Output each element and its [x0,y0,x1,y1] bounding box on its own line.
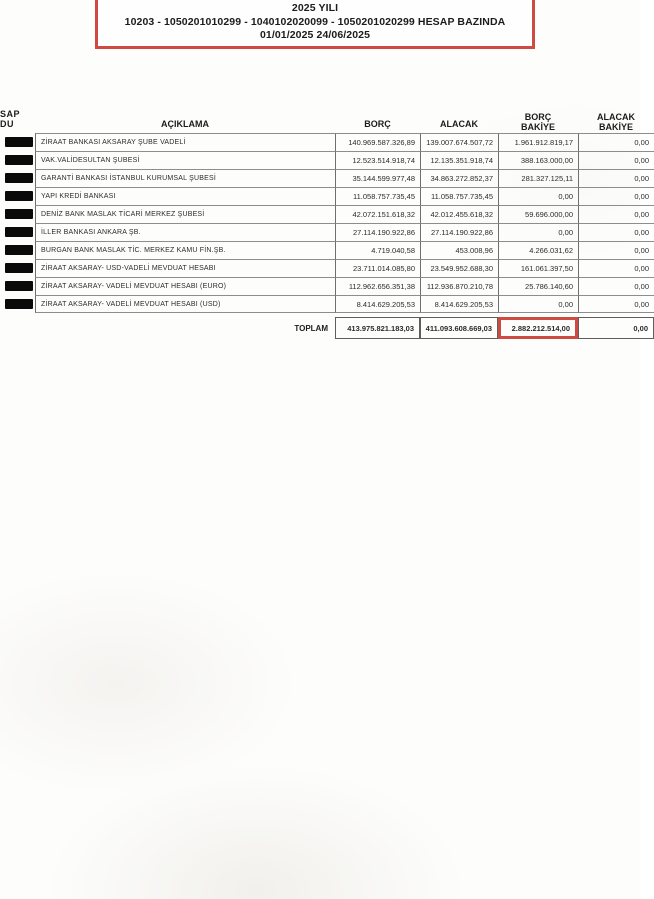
table-row [2,223,654,241]
borc-bakiye-cell: 281.327.125,11 [498,169,578,187]
account-code-cell [2,151,35,169]
account-code-cell [2,133,35,151]
borc-bakiye-cell: 4.266.031,62 [498,241,578,259]
table-row [2,133,654,151]
borc-cell: 23.711.014.085,80 [335,259,420,277]
alacak-bakiye-cell: 0,00 [578,259,654,277]
table-row [2,151,654,169]
accounts-table [2,133,654,340]
table-row [2,277,654,295]
alacak-cell: 112.936.870.210,78 [420,277,498,295]
description-cell: DENİZ BANK MASLAK TİCARİ MERKEZ ŞUBESİ [35,205,335,223]
description-cell: İLLER BANKASI ANKARA ŞB. [35,223,335,241]
table-body [2,133,654,313]
borc-cell: 11.058.757.735,45 [335,187,420,205]
account-code-cell [2,241,35,259]
borc-bakiye-cell: 1.961.912.819,17 [498,133,578,151]
description-cell: GARANTİ BANKASI İSTANBUL KURUMSAL ŞUBESİ [35,169,335,187]
description-cell: ZİRAAT AKSARAY- VADELİ MEVDUAT HESABI (USD) [35,295,335,313]
account-code-cell [2,187,35,205]
account-code-cell [2,169,35,187]
alacak-cell: 453.008,96 [420,241,498,259]
alacak-bakiye-cell: 0,00 [578,277,654,295]
column-header-alacak-bakiye: ALACAK BAKİYE [597,112,635,132]
total-alacak-cell: 411.093.608.669,03 [420,317,498,339]
table-row [2,259,654,277]
alacak-cell: 8.414.629.205,53 [420,295,498,313]
redaction-bar [5,173,33,183]
account-code-cell [2,205,35,223]
report-account-codes: 10203 - 1050201010299 - 1040102020099 - 1050201020299 HESAP BAZINDA [124,15,506,28]
column-header-borc: BORÇ [364,119,391,129]
alacak-cell: 42.012.455.618,32 [420,205,498,223]
description-cell: ZİRAAT AKSARAY- USD-VADELİ MEVDUAT HESABI [35,259,335,277]
alacak-cell: 27.114.190.922,86 [420,223,498,241]
borc-cell: 140.969.587.326,89 [335,133,420,151]
redaction-bar [5,299,33,309]
description-cell: YAPI KREDİ BANKASI [35,187,335,205]
account-code-cell [2,259,35,277]
report-title-box [95,0,535,49]
table-row [2,295,654,313]
borc-cell: 4.719.040,58 [335,241,420,259]
account-code-cell [2,223,35,241]
borc-cell: 42.072.151.618,32 [335,205,420,223]
description-cell: ZİRAAT AKSARAY- VADELİ MEVDUAT HESABI (EURO) [35,277,335,295]
borc-bakiye-cell: 25.786.140,60 [498,277,578,295]
alacak-cell: 11.058.757.735,45 [420,187,498,205]
redaction-bar [5,227,33,237]
borc-bakiye-cell: 0,00 [498,223,578,241]
description-cell: BURGAN BANK MASLAK TİC. MERKEZ KAMU FİN.ŞB. [35,241,335,259]
total-borc-cell: 413.975.821.183,03 [335,317,420,339]
borc-bakiye-cell: 59.696.000,00 [498,205,578,223]
borc-cell: 8.414.629.205,53 [335,295,420,313]
total-row [2,316,654,340]
account-code-cell [2,295,35,313]
borc-bakiye-cell: 0,00 [498,187,578,205]
alacak-bakiye-cell: 0,00 [578,187,654,205]
report-year: 2025 YILI [291,2,339,14]
redaction-bar [5,209,33,219]
alacak-bakiye-cell: 0,00 [578,295,654,313]
redaction-bar [5,245,33,255]
alacak-cell: 139.007.674.507,72 [420,133,498,151]
column-header-alacak: ALACAK [440,119,478,129]
total-borc-bakiye-highlighted-cell: 2.882.212.514,00 [498,317,578,339]
alacak-bakiye-cell: 0,00 [578,151,654,169]
column-header-borc-bakiye: BORÇ BAKİYE [520,112,555,132]
account-code-cell [2,277,35,295]
alacak-bakiye-cell: 0,00 [578,223,654,241]
borc-cell: 35.144.599.977,48 [335,169,420,187]
borc-cell: 12.523.514.918,74 [335,151,420,169]
table-row [2,169,654,187]
report-date-range: 01/01/2025 24/06/2025 [259,29,371,41]
borc-bakiye-cell: 388.163.000,00 [498,151,578,169]
alacak-cell: 34.863.272.852,37 [420,169,498,187]
redaction-bar [5,191,33,201]
borc-cell: 27.114.190.922,86 [335,223,420,241]
borc-bakiye-cell: 0,00 [498,295,578,313]
total-alacak-bakiye-cell: 0,00 [578,317,654,339]
alacak-bakiye-cell: 0,00 [578,133,654,151]
table-row [2,187,654,205]
column-header-account-code: SAP DU [0,109,21,129]
total-label: TOPLAM [294,323,328,333]
description-cell: VAK.VALİDESULTAN ŞUBESİ [35,151,335,169]
redaction-bar [5,263,33,273]
borc-cell: 112.962.656.351,38 [335,277,420,295]
alacak-bakiye-cell: 0,00 [578,241,654,259]
alacak-bakiye-cell: 0,00 [578,169,654,187]
redaction-bar [5,155,33,165]
table-row [2,241,654,259]
description-cell: ZİRAAT BANKASI AKSARAY ŞUBE VADELİ [35,133,335,151]
borc-bakiye-cell: 161.061.397,50 [498,259,578,277]
column-header-aciklama: AÇIKLAMA [161,119,209,129]
alacak-cell: 12.135.351.918,74 [420,151,498,169]
table-row [2,205,654,223]
alacak-cell: 23.549.952.688,30 [420,259,498,277]
redaction-bar [5,281,33,291]
alacak-bakiye-cell: 0,00 [578,205,654,223]
redaction-bar [5,137,33,147]
